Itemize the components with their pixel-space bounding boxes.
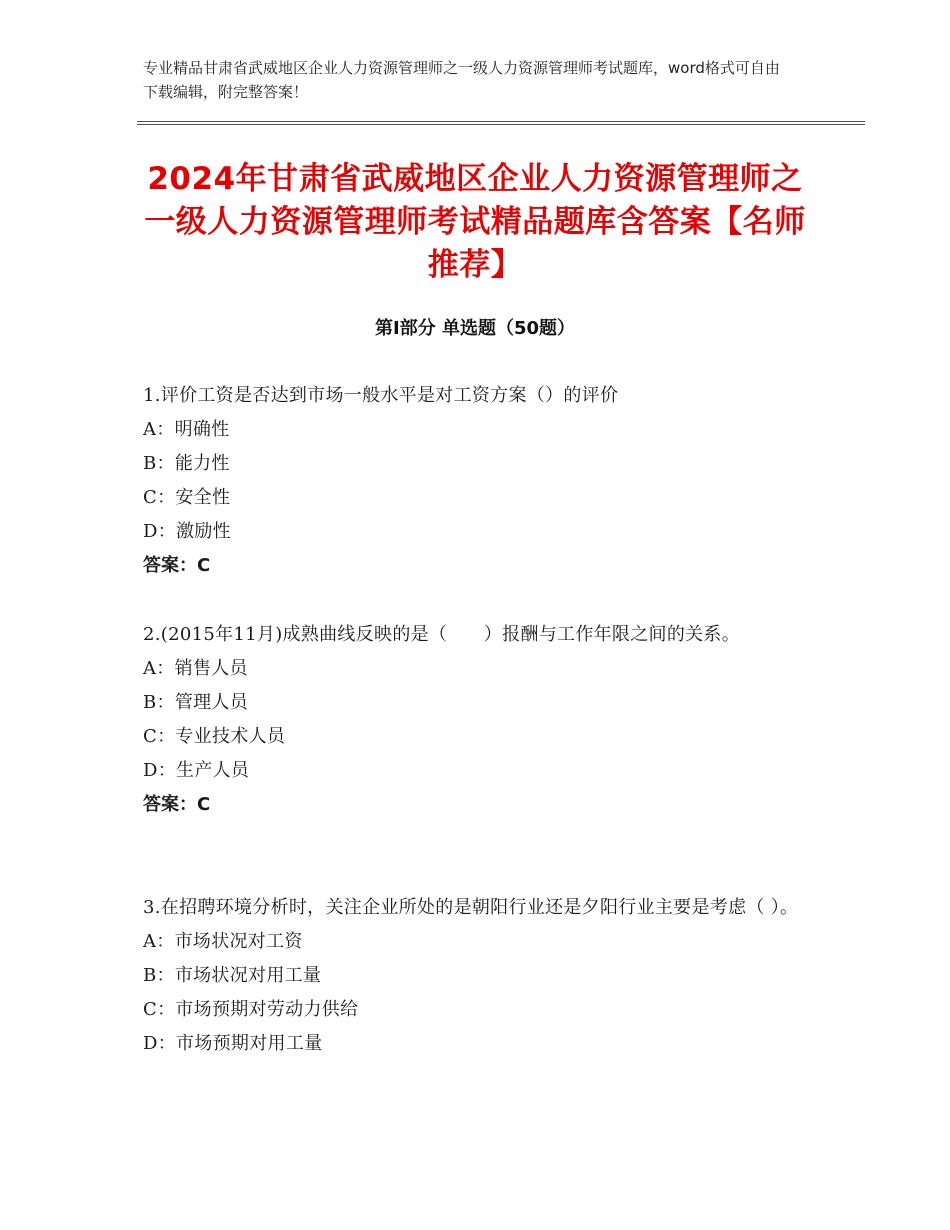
- option-d: D：市场预期对用工量: [143, 1033, 323, 1054]
- header-divider: [137, 121, 865, 122]
- question-3: [143, 891, 823, 1061]
- option-b: B：市场状况对用工量: [143, 965, 322, 986]
- answer: 答案：C: [143, 555, 211, 576]
- question-stem: 2.(2015年11月)成熟曲线反映的是（ ）报酬与工作年限之间的关系。: [143, 624, 741, 645]
- option-c: C：安全性: [143, 487, 231, 508]
- option-d: D：激励性: [143, 521, 231, 542]
- question-stem: 3.在招聘环境分析时，关注企业所处的是朝阳行业还是夕阳行业主要是考虑（ ）。: [143, 897, 799, 918]
- option-b: B：管理人员: [143, 692, 249, 713]
- option-b: B：能力性: [143, 453, 230, 474]
- section-title: 第Ⅰ部分 单选题（50题）: [374, 318, 575, 339]
- answer: 答案：C: [143, 794, 211, 815]
- option-d: D：生产人员: [143, 760, 250, 781]
- question-stem: 1.评价工资是否达到市场一般水平是对工资方案（）的评价: [143, 385, 619, 406]
- option-c: C：市场预期对劳动力供给: [143, 999, 359, 1020]
- option-a: A：销售人员: [143, 658, 248, 679]
- header-divider-secondary: [137, 124, 865, 125]
- question-2: [143, 618, 823, 822]
- option-a: A：明确性: [143, 419, 230, 440]
- question-1: [143, 379, 823, 583]
- option-a: A：市场状况对工资: [143, 931, 303, 952]
- option-c: C：专业技术人员: [143, 726, 286, 747]
- header-note: 专业精品甘肃省武威地区企业人力资源管理师之一级人力资源管理师考试题库，word格式可自由下载编辑，附完整答案！: [143, 59, 780, 101]
- document-title: 2024年甘肃省武威地区企业人力资源管理师之一级人力资源管理师考试精品题库含答案【名师推荐】: [144, 161, 806, 283]
